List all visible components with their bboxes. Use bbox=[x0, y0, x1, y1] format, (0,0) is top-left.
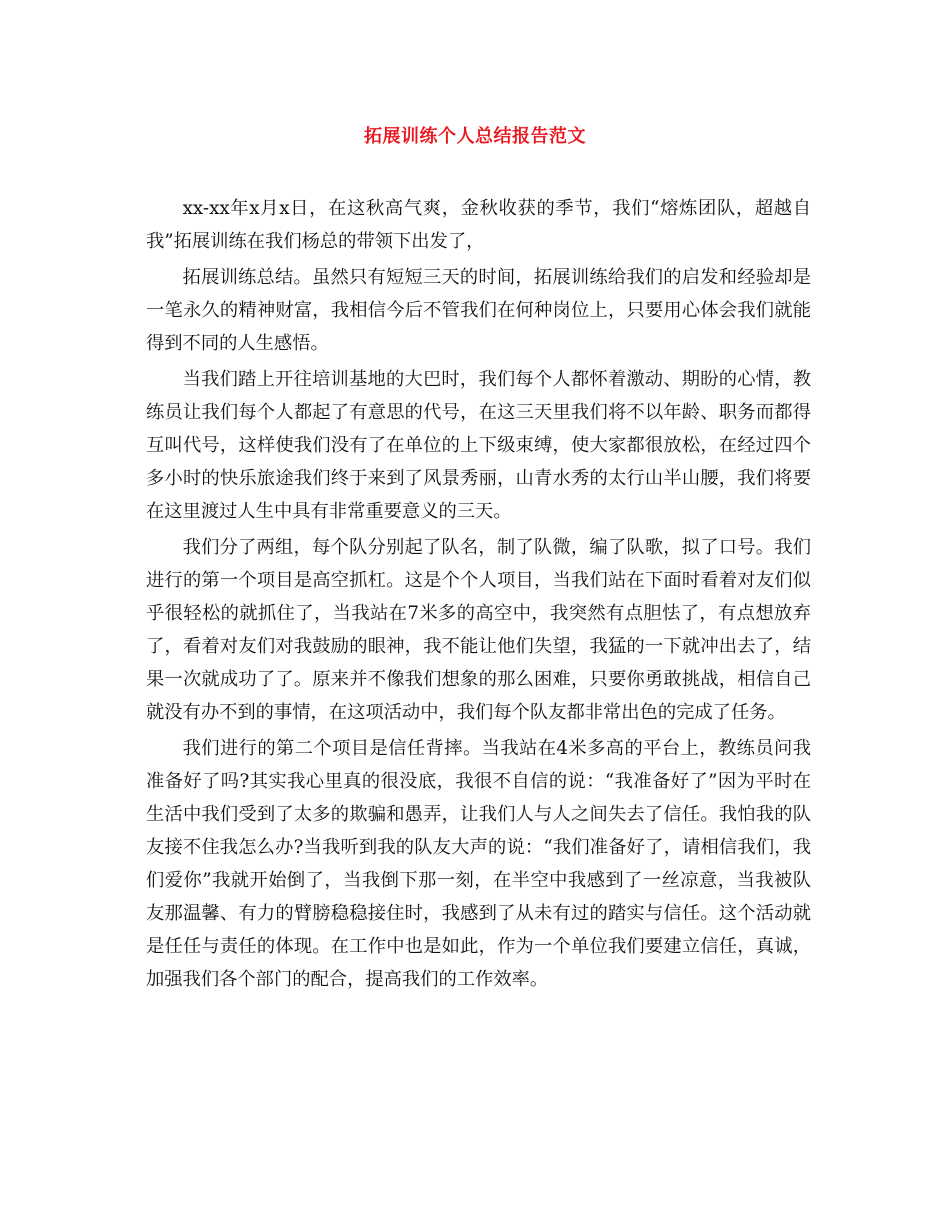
paragraph: 当我们踏上开往培训基地的大巴时，我们每个人都怀着激动、期盼的心情，教练员让我们每个人都起了有意思的代号，在这三天里我们将不以年龄、职务而都得互叫代号，这样使我们没有了在单位的上下级束缚，使大家都很放松，在经过四个多小时的快乐旅途我们终于来到了风景秀丽，山青水秀的太行山半山腰，我们将要在这里渡过人生中具有非常重要意义的三天。 bbox=[146, 369, 811, 522]
paragraph: 我们分了两组，每个队分别起了队名，制了队微，编了队歌，拟了口号。我们进行的第一个项目是高空抓杠。这是个个人项目，当我们站在下面时看着对友们似乎很轻松的就抓住了，当我站在7米多的高空中，我突然有点胆怯了，有点想放弃了，看着对友们对我鼓励的眼神，我不能让他们失望，我猛的一下就冲出去了，结果一次就成功了了。原来并不像我们想象的那么困难，只要你勇敢挑战，相信自己就没有办不到的事情，在这项活动中，我们每个队友都非常出色的完成了任务。 bbox=[146, 537, 811, 723]
document-body bbox=[146, 192, 811, 999]
paragraph: 拓展训练总结。虽然只有短短三天的时间，拓展训练给我们的启发和经验却是一笔永久的精神财富，我相信今后不管我们在何种岗位上，只要用心体会我们就能得到不同的人生感悟。 bbox=[146, 267, 811, 354]
paragraph: xx-xx年x月x日，在这秋高气爽，金秋收获的季节，我们“熔炼团队，超越自我”拓展训练在我们杨总的带领下出发了， bbox=[146, 198, 811, 252]
document-title: 拓展训练个人总结报告范文 bbox=[364, 126, 586, 147]
paragraph: 我们进行的第二个项目是信任背摔。当我站在4米多高的平台上，教练员问我准备好了吗?其实我心里真的很没底，我很不自信的说：“我准备好了”因为平时在生活中我们受到了太多的欺骗和愚弄，让我们人与人之间失去了信任。我怕我的队友接不住我怎么办?当我听到我的队友大声的说：“我们准备好了，请相信我们，我们爱你”我就开始倒了，当我倒下那一刻，在半空中我感到了一丝凉意，当我被队友那温馨、有力的臂膀稳稳接住时，我感到了从未有过的踏实与信任。这个活动就是任任与责任的体现。在工作中也是如此，作为一个单位我们要建立信任，真诚，加强我们各个部门的配合，提高我们的工作效率。 bbox=[146, 738, 811, 990]
